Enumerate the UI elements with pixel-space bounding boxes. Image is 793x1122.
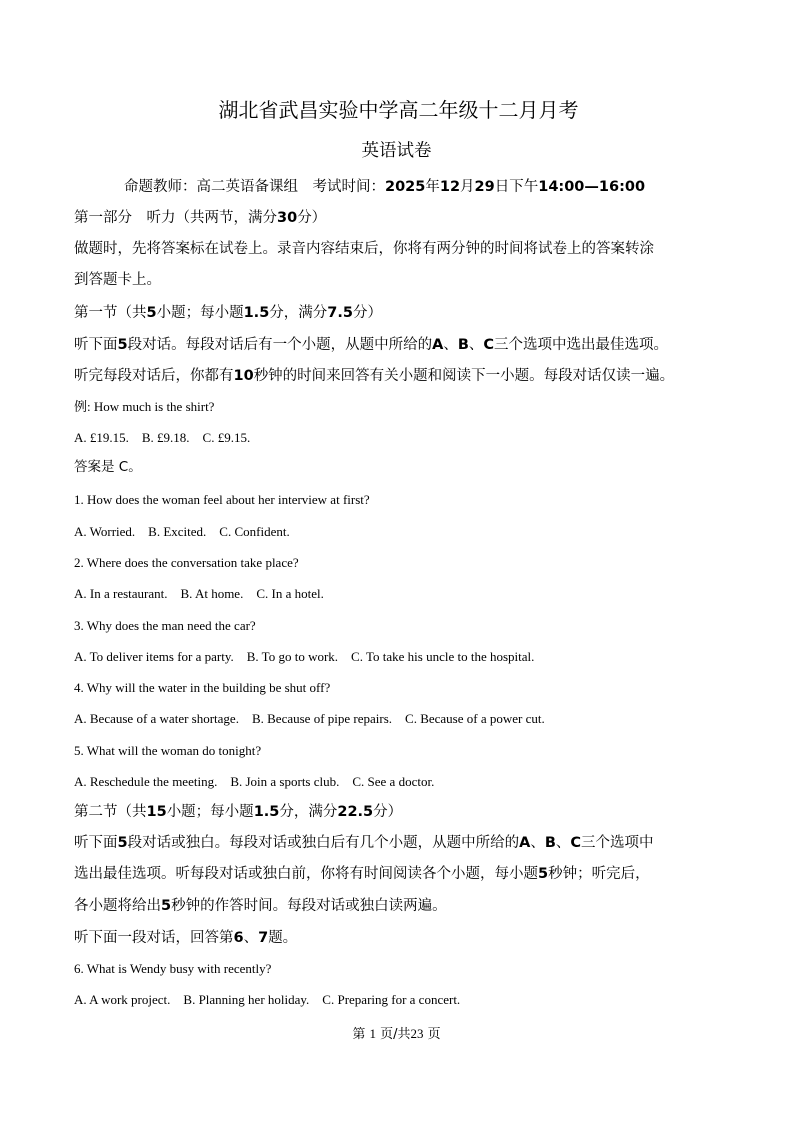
section1-instruction-line-2: 听完每段对话后，你都有10秒钟的时间来回答有关小题和阅读下一小题。每段对话仅读一遍。 xyxy=(74,368,675,384)
question-3: 3. Why does the man need the car? xyxy=(74,618,256,633)
page-footer: 第 1 页/共23 页 xyxy=(352,1026,441,1042)
meta-time-range: 14:00—16:00 xyxy=(538,179,646,195)
section1-instruction-line-1: 听下面5段对话。每段对话后有一个小题，从题中所给的A、B、C三个选项中选出最佳选项。 xyxy=(74,337,669,353)
question-5-options: A. Reschedule the meeting. B. Join a sports club. C. See a doctor. xyxy=(74,774,435,789)
section1-heading: 第一节（共5小题；每小题1.5分，满分7.5分） xyxy=(74,305,382,321)
question-4: 4. Why will the water in the building be shut off? xyxy=(74,680,331,695)
meta-teacher: 命题教师：高二英语备课组 xyxy=(124,179,298,195)
question-2: 2. Where does the conversation take place? xyxy=(74,555,299,570)
question-1: 1. How does the woman feel about her interview at first? xyxy=(74,492,370,507)
question-6-options: A. A work project. B. Planning her holiday. C. Preparing for a concert. xyxy=(74,992,461,1007)
exam-meta: 命题教师：高二英语备课组 考试时间：2025年12月29日下午14:00—16:00 xyxy=(124,179,646,195)
page-total: 23 xyxy=(410,1026,424,1041)
question-2-options: A. In a restaurant. B. At home. C. In a hotel. xyxy=(74,586,324,601)
part1-instruction-line-2: 到答题卡上。 xyxy=(74,272,161,288)
section2-instruction-line-4: 听下面一段对话，回答第6、7题。 xyxy=(74,930,298,946)
question-6: 6. What is Wendy busy with recently? xyxy=(74,961,272,976)
section2-instruction-line-1: 听下面5段对话或独白。每段对话或独白后有几个小题，从题中所给的A、B、C三个选项中 xyxy=(74,835,654,851)
question-1-options: A. Worried. B. Excited. C. Confident. xyxy=(74,524,290,539)
meta-year: 2025 xyxy=(385,179,426,195)
meta-day: 29 xyxy=(474,179,495,195)
example-options: A. £19.15. B. £9.18. C. £9.15. xyxy=(74,430,251,445)
page-subtitle: 英语试卷 xyxy=(361,141,432,161)
question-3-options: A. To deliver items for a party. B. To go to work. C. To take his uncle to the hospital. xyxy=(74,649,535,664)
question-4-options: A. Because of a water shortage. B. Because of pipe repairs. C. Because of a power cut. xyxy=(74,711,545,726)
section2-instruction-line-3: 各小题将给出5秒钟的作答时间。每段对话或独白读两遍。 xyxy=(74,898,447,914)
page-title: 湖北省武昌实验中学高二年级十二月月考 xyxy=(218,98,579,122)
section2-instruction-line-2: 选出最佳选项。听每段对话或独白前，你将有时间阅读各个小题，每小题5秒钟；听完后， xyxy=(74,866,650,882)
meta-month: 12 xyxy=(439,179,461,195)
meta-time-label: 考试时间： xyxy=(312,179,385,195)
example-question: 例: How much is the shirt? xyxy=(74,399,215,414)
part1-heading: 第一部分 听力（共两节，满分30分） xyxy=(74,210,327,226)
section2-heading: 第二节（共15小题；每小题1.5分，满分22.5分） xyxy=(74,804,403,820)
part1-instruction-line-1: 做题时，先将答案标在试卷上。录音内容结束后，你将有两分钟的时间将试卷上的答案转涂 xyxy=(74,241,654,257)
example-answer: 答案是 C。 xyxy=(74,459,142,475)
question-5: 5. What will the woman do tonight? xyxy=(74,743,262,758)
page-number: 1 xyxy=(369,1026,376,1041)
